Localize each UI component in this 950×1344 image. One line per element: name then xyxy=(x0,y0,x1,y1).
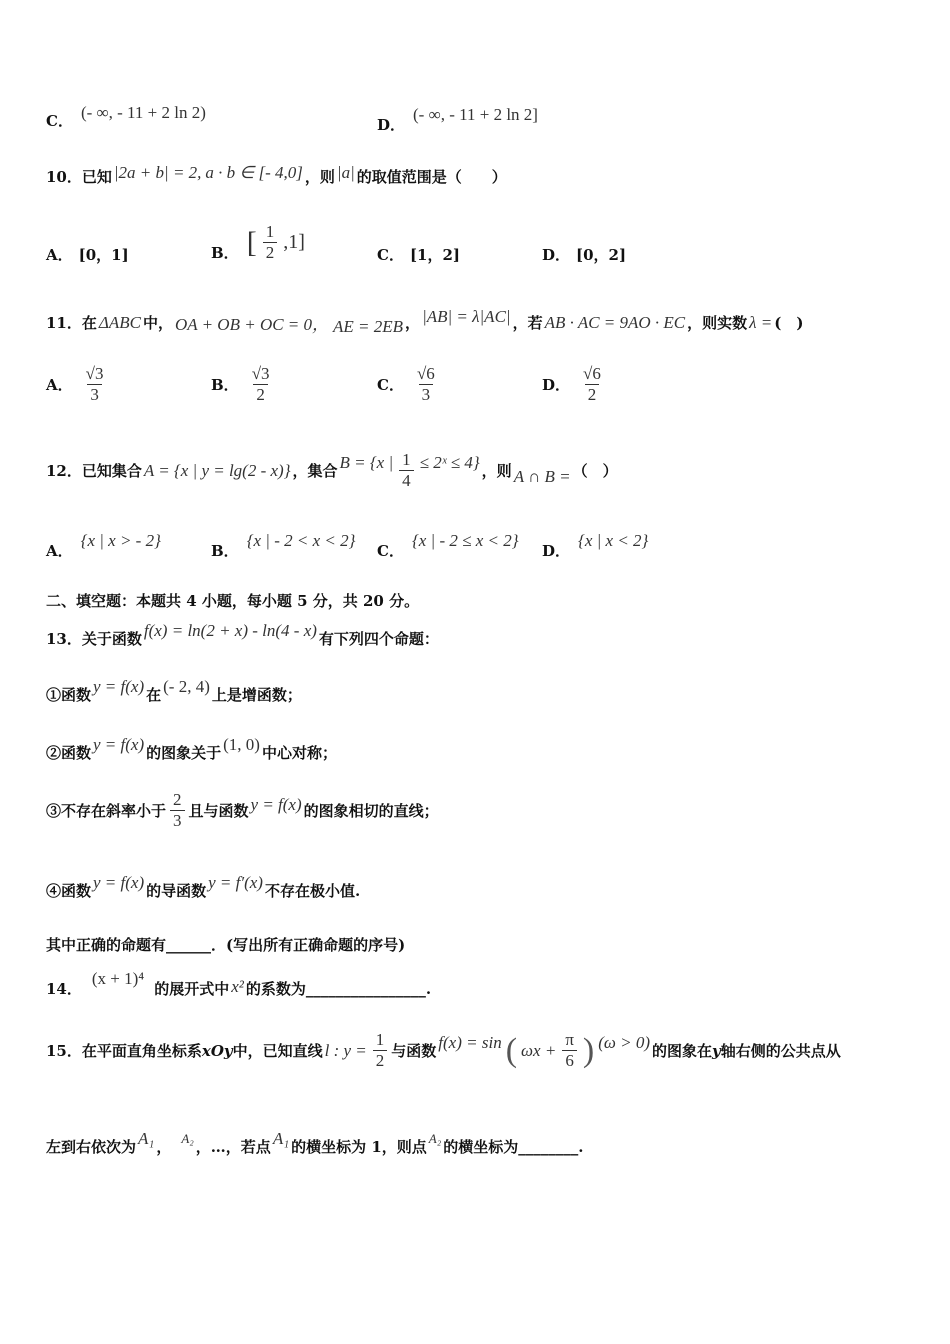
q11-option-c-fraction xyxy=(414,364,438,405)
q11-stem xyxy=(46,306,804,336)
q12-stem xyxy=(46,450,618,491)
q11-option-b-label: B． xyxy=(211,376,239,394)
q12-option-a[interactable] xyxy=(46,530,163,560)
q10-option-b-close: ,1] xyxy=(283,231,305,253)
q15-point-a2: A₂ xyxy=(181,1130,194,1146)
q13-answer-line: 其中正确的命题有______．(写出所有正确命题的序号) xyxy=(46,936,406,954)
q15-stem-line2 xyxy=(46,1128,584,1156)
q15-text1: 中，已知直线 xyxy=(232,1042,323,1060)
q10-option-b-den: 2 xyxy=(263,242,278,263)
q11-option-d[interactable] xyxy=(542,364,608,405)
q13-p1-interval: (- 2, 4) xyxy=(163,676,210,696)
q13-stem xyxy=(46,620,439,648)
q11-option-d-label: D． xyxy=(542,376,571,394)
q10-option-c-label: C． xyxy=(377,246,404,264)
q15-line-pre: l : y = xyxy=(324,1040,367,1060)
q12-set-b-post: ≤ 2ˣ ≤ 4} xyxy=(419,452,480,472)
q10-option-d-label: D． xyxy=(542,246,571,264)
q13-function: f(x) = ln(2 + x) - ln(4 - x) xyxy=(143,620,317,640)
q11-option-c-den: 3 xyxy=(419,384,434,405)
q10-mid: ，则 xyxy=(304,168,335,186)
q10-option-b-label: B． xyxy=(211,244,239,262)
q11-text1: 中， xyxy=(142,314,173,332)
q12-option-c-label: C． xyxy=(377,542,404,560)
q15-text4: 轴右侧的公共点从 xyxy=(720,1042,841,1060)
q9-option-c[interactable] xyxy=(46,102,208,131)
q13-proposition-1 xyxy=(46,676,302,704)
section-2-heading: 二、填空题：本题共 4 小题，每小题 5 分，共 20 分。 xyxy=(46,592,420,610)
q12-set-b-num: 1 xyxy=(402,450,411,469)
q13-p2-text3: 中心对称； xyxy=(261,744,337,762)
q11-triangle: ΔABC xyxy=(98,312,141,332)
q15-text3: 的图象在 xyxy=(652,1042,713,1060)
q11-option-d-den: 2 xyxy=(585,384,600,405)
q15-y-axis: y xyxy=(712,1041,721,1060)
q14-text2: 的系数为________________. xyxy=(245,980,432,998)
q10-option-a-label: A． xyxy=(46,246,73,264)
q15-line-fraction xyxy=(373,1030,388,1071)
q12-option-b-label: B． xyxy=(211,542,239,560)
q10-option-c-text: [1，2] xyxy=(409,246,461,264)
q9-option-c-expr: (- ∞, - 11 + 2 ln 2) xyxy=(80,102,206,122)
q15-text2: 与函数 xyxy=(391,1042,437,1060)
q15-point-a1: A₁ xyxy=(138,1128,155,1148)
q15-paren-open: ( xyxy=(505,1031,518,1069)
q11-expr5: λ = xyxy=(749,312,773,332)
q13-p4-text3: 不存在极小值. xyxy=(264,882,361,900)
q13-p2-point: (1, 0) xyxy=(223,734,260,754)
q15-point-a2-ref: A₂ xyxy=(428,1130,442,1146)
q15-function-condition: (ω > 0) xyxy=(598,1032,651,1052)
q13-tail: 有下列四个命题： xyxy=(318,630,439,648)
q11-expr2: AE = 2EB xyxy=(333,316,404,336)
q11-option-a-label: A． xyxy=(46,376,73,394)
q10-number: 10．已知 xyxy=(46,168,112,186)
q12-option-a-label: A． xyxy=(46,542,73,560)
q13-p1-text3: 上是增函数； xyxy=(211,686,302,704)
q10-tail: 的取值范围是（ ） xyxy=(356,168,507,186)
q14-expression: (x + 1)⁴ xyxy=(91,968,145,988)
q15-line2-text3: 的横坐标为 1，则点 xyxy=(291,1138,427,1156)
q15-function-num: π xyxy=(565,1030,574,1049)
q11-option-c-num: √6 xyxy=(416,364,435,383)
q11-option-c-label: C． xyxy=(377,376,404,394)
q10-option-a-text: [0，1] xyxy=(78,246,129,264)
q15-line2-text2: ，…，若点 xyxy=(195,1138,271,1156)
q9-option-d-expr: (- ∞, - 11 + 2 ln 2] xyxy=(413,104,538,124)
q10-option-a[interactable] xyxy=(46,244,129,265)
q14-x-squared: x² xyxy=(231,976,244,996)
q11-option-d-num: √6 xyxy=(583,364,601,383)
q13-p2-text2: 的图象关于 xyxy=(146,744,222,762)
q9-option-d-label: D． xyxy=(377,116,406,134)
q12-set-a: A = {x | y = lg(2 - x)} xyxy=(143,460,291,480)
q15-line2-text4: 的横坐标为________. xyxy=(443,1138,584,1156)
q10-option-b[interactable] xyxy=(211,222,307,263)
q12-text2: ，则 xyxy=(481,462,512,480)
q10-option-d[interactable] xyxy=(542,244,626,265)
q11-number: 11．在 xyxy=(46,314,97,332)
q11-option-a-den: 3 xyxy=(87,384,102,405)
q11-expr4: AB · AC = 9AO · EC xyxy=(544,312,686,332)
q11-option-b-den: 2 xyxy=(253,384,268,405)
q10-cond2: a · b ∈ [- 4,0] xyxy=(205,162,303,182)
q12-text1: ，集合 xyxy=(292,462,338,480)
q11-expr3: |AB| = λ|AC| xyxy=(422,306,511,326)
q13-p4-text2: 的导函数 xyxy=(146,882,207,900)
q15-function-pre: f(x) = sin xyxy=(438,1032,502,1052)
q12-set-b-pre: B = {x | xyxy=(339,452,394,472)
q13-p3-num: 2 xyxy=(173,790,182,809)
q13-proposition-4 xyxy=(46,872,361,900)
q13-p4-derivative: y = f′(x) xyxy=(208,872,263,892)
q10-option-b-open: [ xyxy=(246,225,257,259)
q10-abs-a: |a| xyxy=(336,162,355,182)
q13-p3-function: y = f(x) xyxy=(250,794,302,814)
q12-option-b[interactable] xyxy=(211,530,357,560)
q12-option-d-text: {x | x < 2} xyxy=(578,530,649,550)
q10-option-b-fraction xyxy=(263,222,278,263)
q15-xoy: xOy xyxy=(201,1041,233,1060)
q14-number: 14． xyxy=(46,980,82,998)
q15-line2-text1: 左到右依次为 xyxy=(46,1138,137,1156)
q12-option-d[interactable] xyxy=(542,530,650,560)
q13-p2-text1: ②函数 xyxy=(46,744,92,762)
q11-text4: ，则实数 xyxy=(687,314,748,332)
q13-proposition-3 xyxy=(46,790,439,831)
q9-option-c-label: C． xyxy=(46,112,73,130)
q12-number: 12．已知集合 xyxy=(46,462,142,480)
q13-p3-text2: 且与函数 xyxy=(188,802,249,820)
q13-p3-text1: ③不存在斜率小于 xyxy=(46,802,167,820)
q15-number: 15．在平面直角坐标系 xyxy=(46,1042,202,1060)
q13-p1-function: y = f(x) xyxy=(93,676,145,696)
q13-proposition-2 xyxy=(46,734,337,762)
q15-function-den: 6 xyxy=(562,1050,577,1071)
q11-option-a-num: √3 xyxy=(85,364,104,383)
q12-intersection: A ∩ B = xyxy=(513,466,571,486)
q15-stem-line1 xyxy=(46,1030,841,1071)
q14-stem xyxy=(46,968,432,998)
q15-line-den: 2 xyxy=(373,1050,388,1071)
q13-p3-fraction xyxy=(170,790,185,831)
q11-expr1: OA + OB + OC = 0， xyxy=(174,315,330,334)
q11-option-b[interactable] xyxy=(211,364,277,405)
q12-option-c[interactable] xyxy=(377,530,521,560)
q10-option-c[interactable] xyxy=(377,244,460,265)
q13-p3-text3: 的图象相切的直线； xyxy=(303,802,439,820)
q12-set-b-den: 4 xyxy=(399,470,414,491)
q11-option-b-num: √3 xyxy=(251,364,270,383)
q13-number: 13．关于函数 xyxy=(46,630,142,648)
q12-text3: （ ） xyxy=(572,462,618,480)
q11-option-c[interactable] xyxy=(377,364,442,405)
q12-option-a-text: {x | x > - 2} xyxy=(80,530,161,550)
q12-option-c-text: {x | - 2 ≤ x < 2} xyxy=(411,530,519,550)
q10-cond1: |2a + b| = 2, xyxy=(113,162,202,182)
q12-set-b-fraction xyxy=(399,450,414,491)
q10-option-b-num: 1 xyxy=(265,222,275,241)
q12-option-b-text: {x | - 2 < x < 2} xyxy=(246,530,356,550)
q13-p3-den: 3 xyxy=(170,810,185,831)
q13-p1-text2: 在 xyxy=(146,686,162,704)
q13-p4-text1: ④函数 xyxy=(46,882,92,900)
q11-option-a[interactable] xyxy=(46,364,110,405)
q11-text5: ( ) xyxy=(774,314,804,332)
q13-p2-function: y = f(x) xyxy=(93,734,145,754)
q15-function-fraction xyxy=(562,1030,577,1071)
q9-option-d[interactable] xyxy=(377,104,540,134)
q15-separator: ， xyxy=(156,1138,172,1156)
q12-option-d-label: D． xyxy=(542,542,571,560)
q15-function-inner: ωx + xyxy=(521,1040,557,1060)
q13-p4-function: y = f(x) xyxy=(93,872,145,892)
q10-stem xyxy=(46,162,507,187)
q11-option-b-fraction xyxy=(249,364,273,405)
q10-option-d-text: [0，2] xyxy=(576,246,627,264)
q11-text3: ，若 xyxy=(512,314,543,332)
q15-line-num: 1 xyxy=(375,1030,385,1049)
q11-option-d-fraction xyxy=(580,364,604,405)
q14-text1: 的展开式中 xyxy=(154,980,230,998)
q13-p1-text1: ①函数 xyxy=(46,686,92,704)
q11-option-a-fraction xyxy=(83,364,107,405)
q15-point-a1-ref: A₁ xyxy=(272,1128,290,1148)
q15-paren-close: ) xyxy=(582,1031,595,1069)
q11-text2: ， xyxy=(405,314,421,332)
